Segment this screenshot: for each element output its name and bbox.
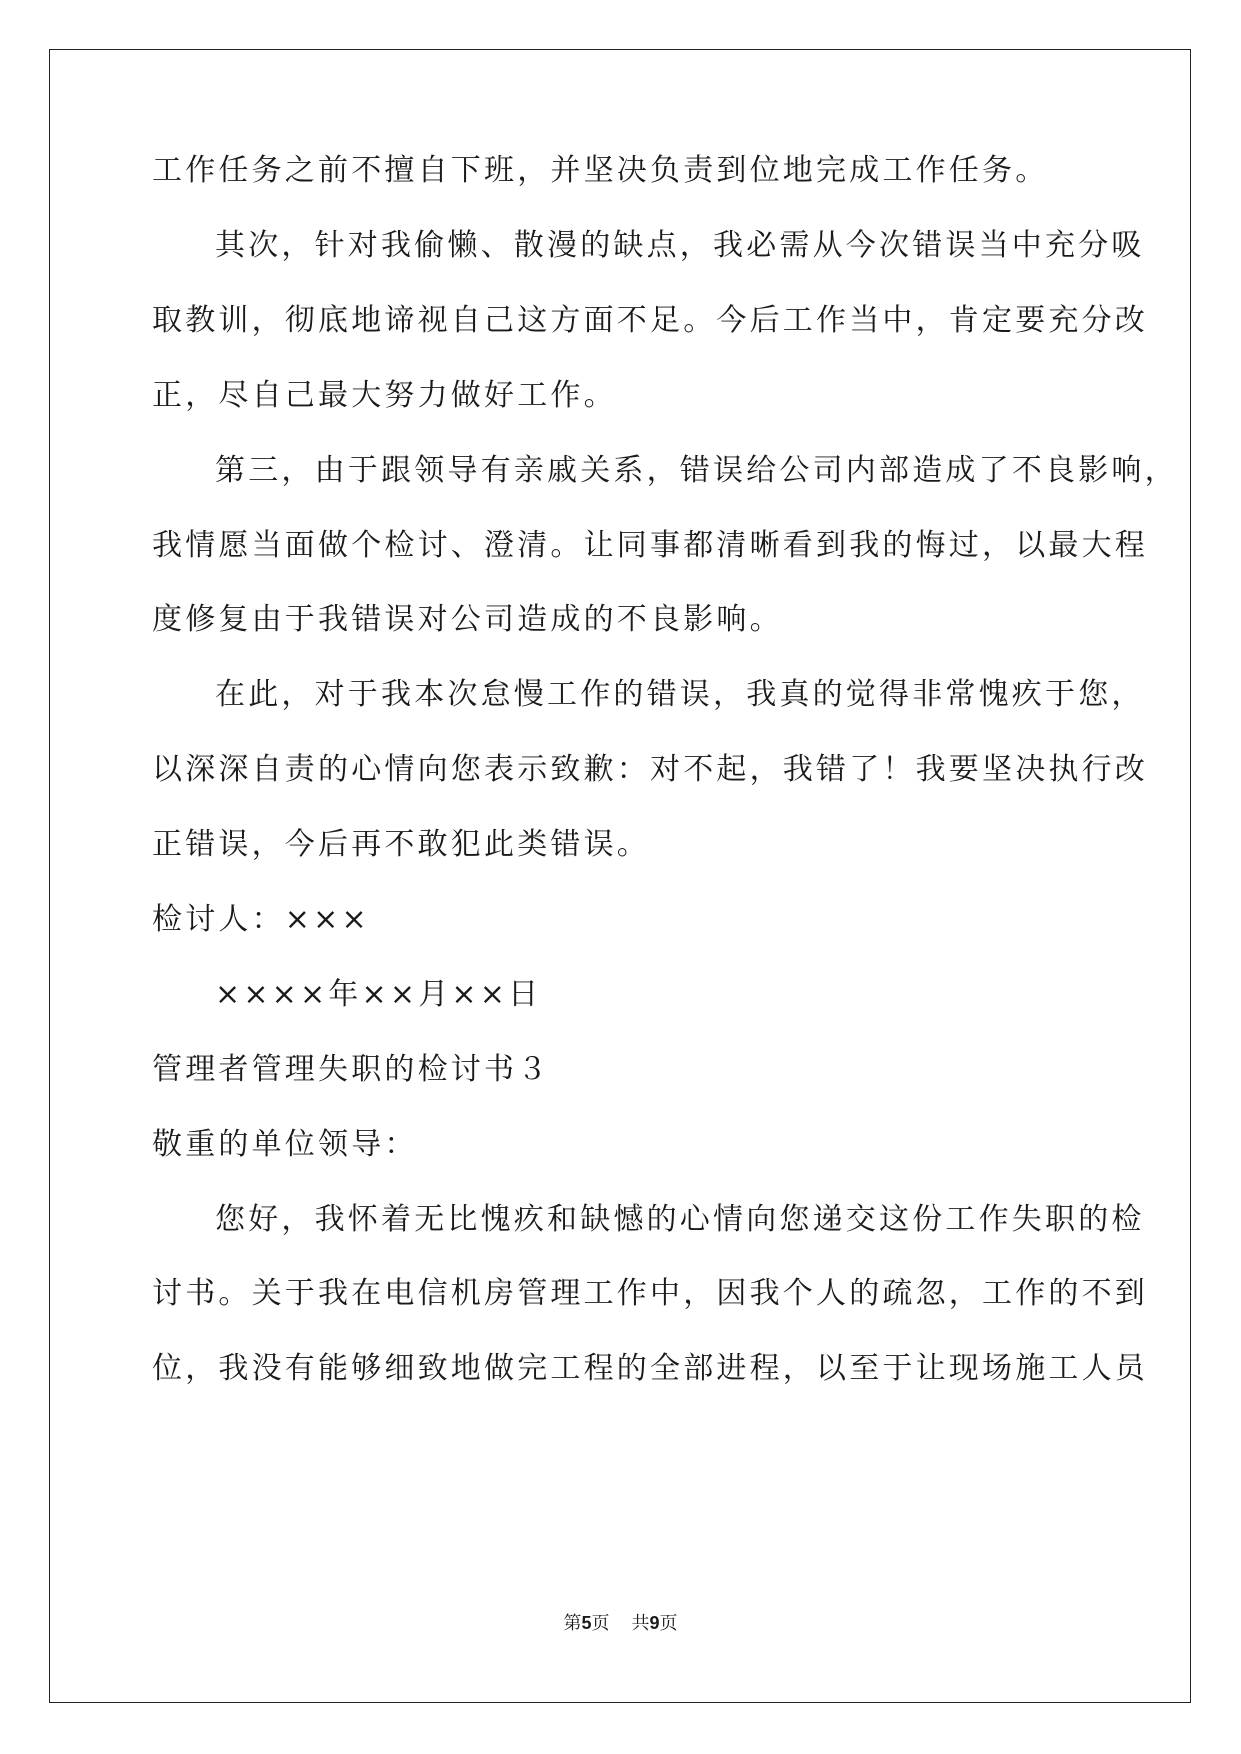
text-line: 以深深自责的心情向您表示致歉：对不起，我错了！我要坚决执行改 [152, 752, 1148, 787]
page-number: 5 [581, 1613, 592, 1633]
salutation: 敬重的单位领导： [152, 1127, 418, 1162]
text-line: 度修复由于我错误对公司造成的不良影响。 [152, 602, 783, 637]
signature-line: 检讨人：××× [152, 902, 370, 937]
text-line: 工作任务之前不擅自下班，并坚决负责到位地完成工作任务。 [152, 153, 1049, 188]
date-line: ××××年××月××日 [215, 977, 542, 1012]
text-line: 第三，由于跟领导有亲戚关系，错误给公司内部造成了不良影响， [215, 453, 1178, 488]
text-line: 位，我没有能够细致地做完工程的全部进程，以至于让现场施工人员 [152, 1351, 1148, 1386]
text-line: 取教训，彻底地谛视自己这方面不足。今后工作当中，肯定要充分改 [152, 303, 1148, 338]
text-line: 正，尽自己最大努力做好工作。 [152, 378, 617, 413]
footer-total-unit: 页 [659, 1613, 678, 1634]
footer-prefix: 第 [563, 1613, 582, 1634]
text-line: 其次，针对我偷懒、散漫的缺点，我必需从今次错误当中充分吸 [215, 228, 1145, 263]
footer-total-prefix: 共 [631, 1613, 650, 1634]
text-line: 我情愿当面做个检讨、澄清。让同事都清晰看到我的悔过，以最大程 [152, 528, 1148, 563]
total-pages: 9 [649, 1613, 660, 1633]
page-border [49, 49, 1191, 1703]
text-line: 在此，对于我本次怠慢工作的错误，我真的觉得非常愧疚于您， [215, 677, 1145, 712]
text-line: 正错误，今后再不敢犯此类错误。 [152, 827, 650, 862]
text-line: 您好，我怀着无比愧疚和缺憾的心情向您递交这份工作失职的检 [215, 1202, 1145, 1237]
page-footer [0, 1611, 1241, 1636]
section-title: 管理者管理失职的检讨书３ [152, 1052, 551, 1087]
text-line: 讨书。关于我在电信机房管理工作中，因我个人的疏忽，工作的不到 [152, 1276, 1148, 1311]
footer-page-unit: 页 [591, 1613, 610, 1634]
